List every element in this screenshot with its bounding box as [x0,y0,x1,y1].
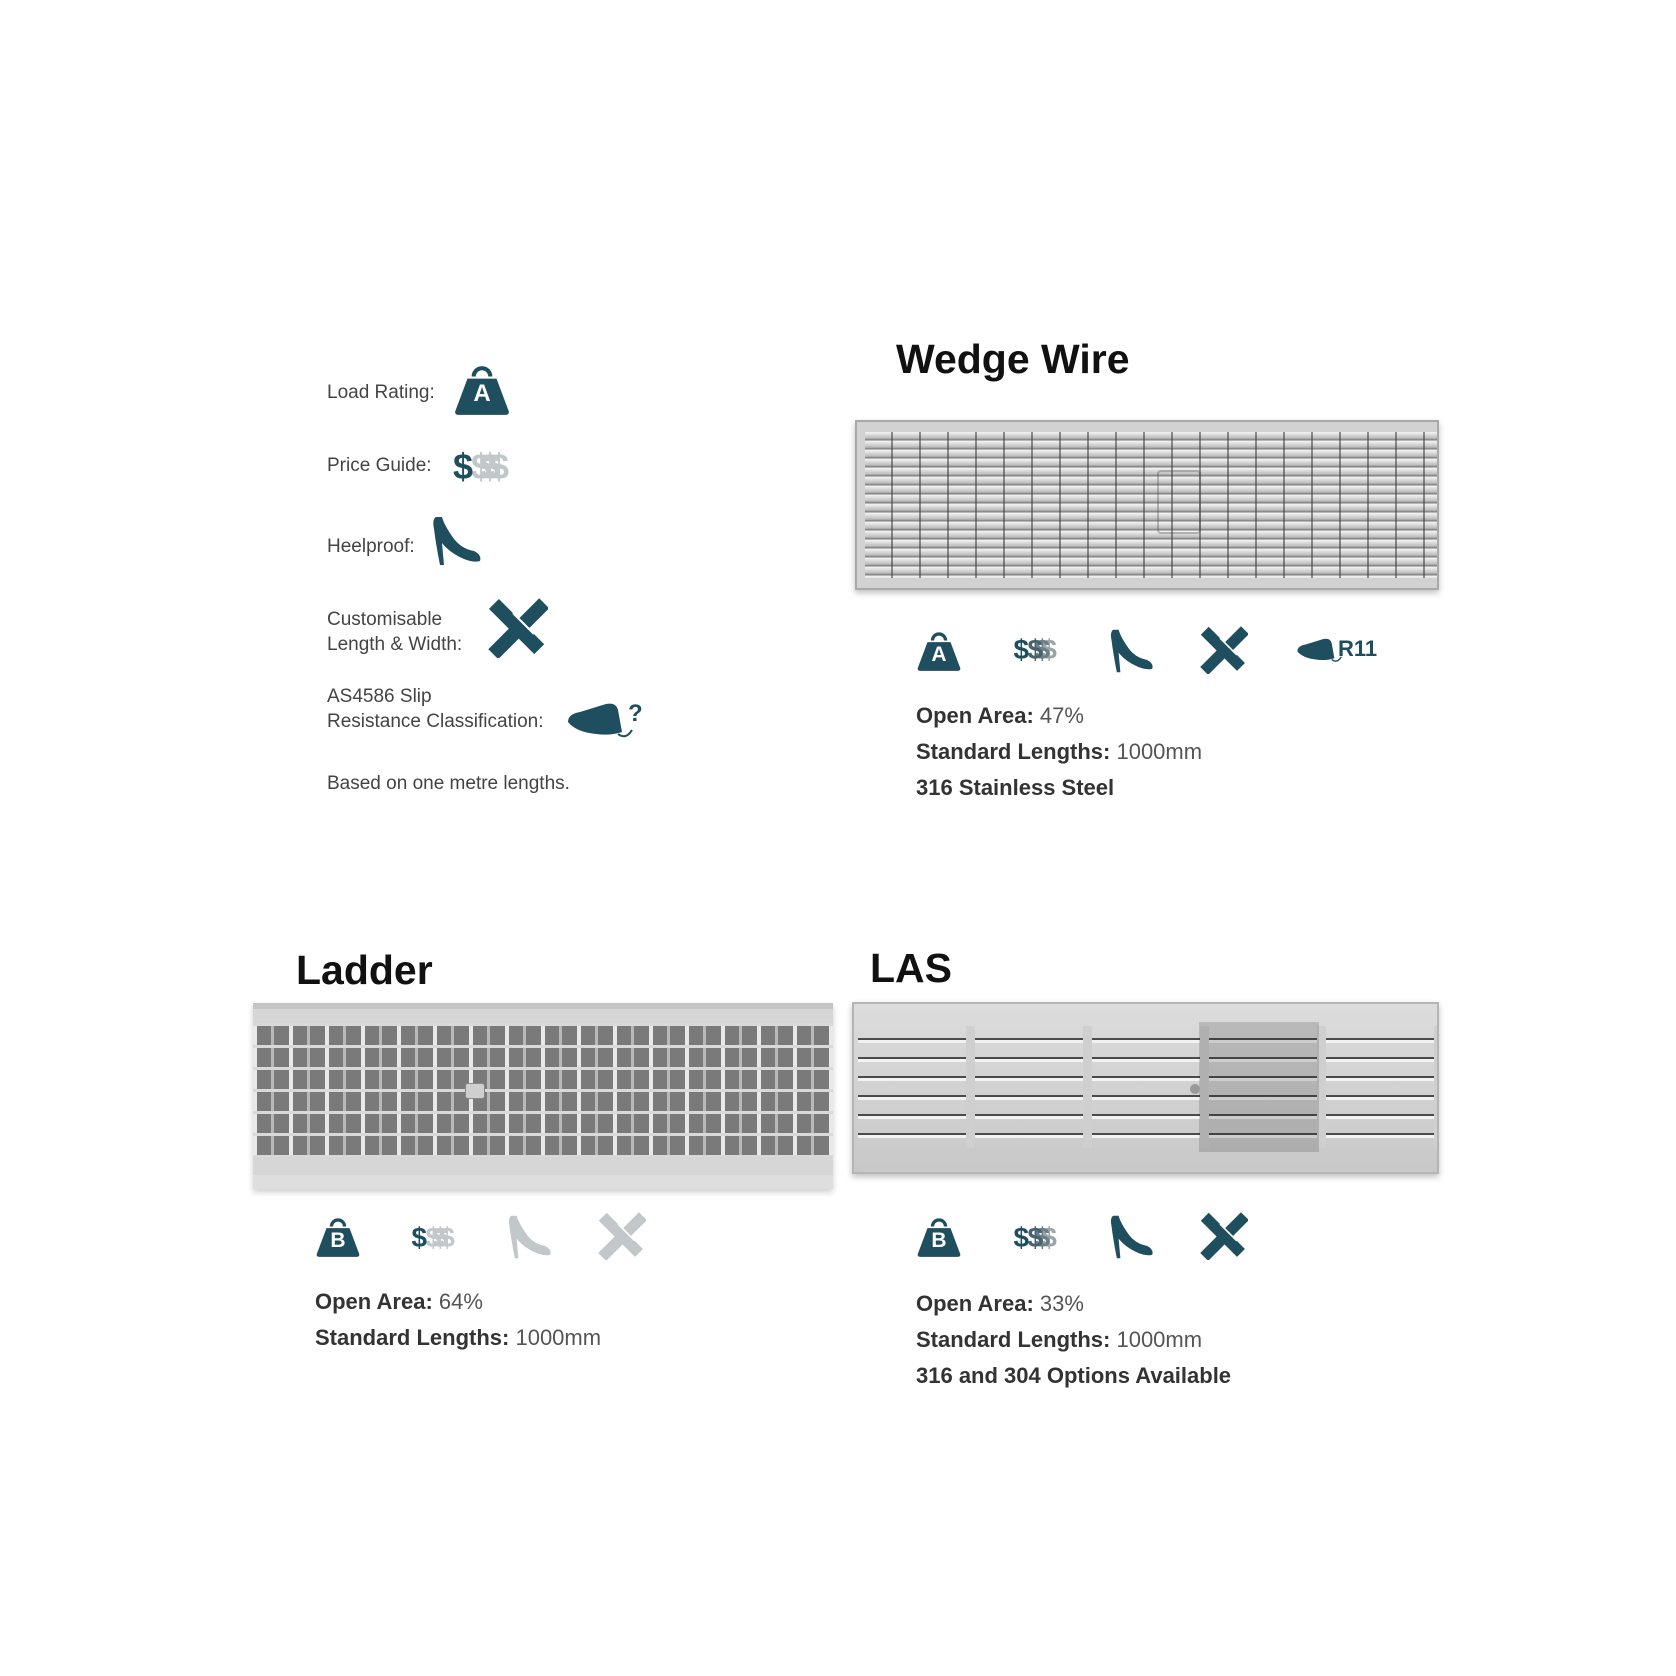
wedge-wire-title: Wedge Wire [896,336,1130,382]
price-dollar-icon [451,444,513,486]
ladder-lengths [315,1320,601,1356]
open-area-value: 64% [438,1289,483,1314]
load-rating-label: Load Rating: [327,382,435,403]
heelproof-label: Heelproof: [327,536,415,557]
wedge-wire-shoe-icon [1296,636,1344,664]
wedge-wire-slip-rating: R11 [1338,636,1378,661]
las-title: LAS [870,945,952,991]
lengths-value: 1000mm [1116,739,1203,764]
slip-label-line1: AS4586 Slip [327,686,432,707]
open-area-label: Open Area: [315,1289,433,1314]
ruler-pencil-icon [488,598,548,658]
wedge-wire-load-icon [916,632,962,672]
las-load-icon [916,1218,962,1258]
las-material: 316 and 304 Options Available [916,1363,1232,1388]
lengths-label: Standard Lengths: [916,739,1111,764]
shoe-slip-icon [566,700,636,740]
ladder-grate-image [253,1003,833,1189]
wedge-wire-material: 316 Stainless Steel [916,775,1115,800]
ladder-load-icon [315,1218,361,1258]
open-area-value: 33% [1039,1291,1084,1316]
las-ruler-icon [1200,1212,1248,1260]
customisable-label-line2: Length & Width: [327,634,463,655]
wedge-wire-grate-image [855,420,1439,590]
open-area-label: Open Area: [916,703,1034,728]
slip-label-line2: Resistance Classification: [327,711,544,732]
ladder-title: Ladder [296,947,433,993]
price-guide-label: Price Guide: [327,455,432,476]
las-price-icon [1012,1220,1060,1252]
customisable-label-line1: Customisable [327,609,443,630]
lengths-value: 1000mm [1116,1327,1203,1352]
wedge-wire-price-icon [1012,632,1060,664]
las-grate-image [852,1002,1439,1174]
wedge-wire-ruler-icon [1200,626,1248,674]
wedge-wire-heel-icon [1108,628,1154,674]
ladder-price-icon [410,1220,458,1252]
ladder-ruler-icon [598,1212,646,1260]
lengths-label: Standard Lengths: [916,1327,1111,1352]
lengths-label: Standard Lengths: [315,1325,510,1350]
high-heel-icon [430,515,482,567]
lengths-value: 1000mm [515,1325,602,1350]
ladder-open-area [315,1284,483,1320]
wedge-wire-lengths [916,734,1202,770]
las-lengths [916,1322,1202,1358]
las-load-value: B [931,1229,947,1252]
open-area-label: Open Area: [916,1291,1034,1316]
ladder-load-value: B [330,1229,346,1252]
wedge-wire-load-value: A [931,643,947,666]
load-rating-value: A [473,380,491,407]
load-weight-icon [453,366,511,416]
slip-question-mark: ? [628,700,643,727]
las-heel-icon [1108,1214,1154,1260]
lengths-note: Based on one metre lengths. [327,773,570,794]
wedge-wire-open-area [916,698,1084,734]
ladder-heel-icon [506,1214,552,1260]
las-open-area [916,1286,1084,1322]
open-area-value: 47% [1039,703,1084,728]
